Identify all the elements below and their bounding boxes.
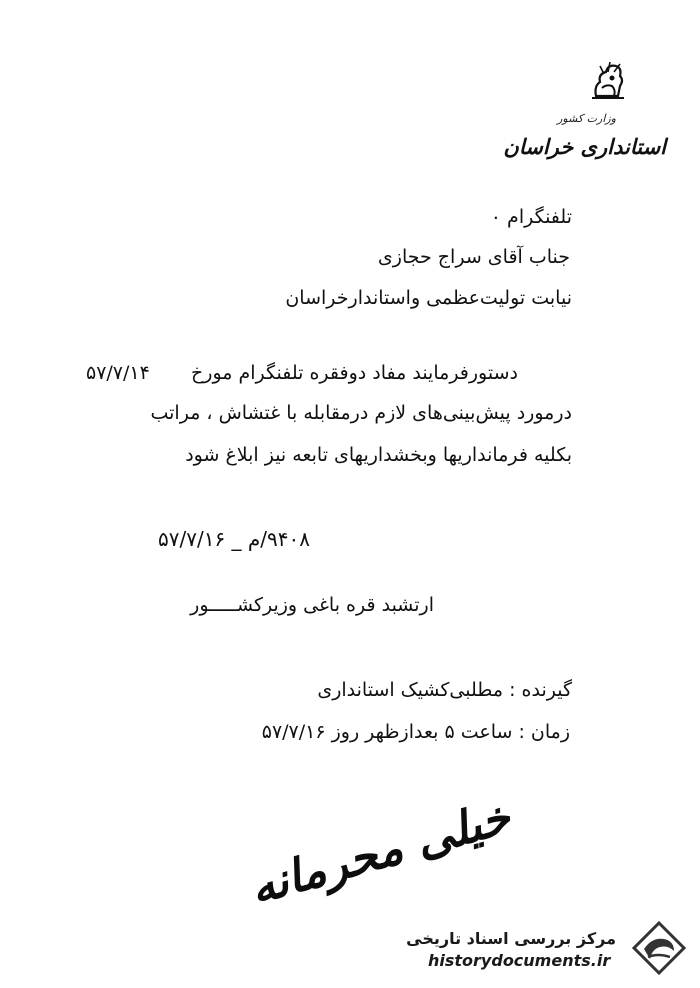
archive-logo-icon [630, 919, 688, 977]
time-line: زمان : ساعت ۵ بعدازظهر روز ۵۷/۷/۱۶ [261, 721, 570, 743]
addressee: جناب آقای سراج حجازی [377, 246, 570, 268]
watermark-title: مرکز بررسی اسناد تاریخی [406, 929, 616, 948]
watermark-url[interactable]: historydocuments.ir [428, 951, 611, 970]
lion-and-sun-emblem-icon [588, 56, 628, 104]
receiver-line: گیرنده : مطلبی‌کشیک استانداری [317, 679, 572, 701]
governorate-title: استانداری خراسان [503, 134, 666, 159]
body-line-1: دستورفرمایند مفاد دوفقره تلفنگرام مورخ [191, 362, 518, 384]
body-line-3: بکلیه فرمانداریها وبخشداریهای تابعه نیز ابلاغ شود [185, 444, 572, 466]
addressee-title: نیابت تولیت‌عظمی واستاندارخراسان [285, 287, 572, 309]
reference-number: ۹۴۰۸/م _ ۵۷/۷/۱۶ [158, 527, 310, 551]
ministry-label: وزارت کشور [557, 112, 616, 125]
handwritten-classification: خیلی محرمانه [244, 789, 517, 915]
telegram-label: تلفنگرام ۰ [490, 206, 572, 228]
signature-line: ارتشبد قره باغی وزیرکشـــــور [190, 594, 434, 616]
body-line-1-date: ۵۷/۷/۱۴ [86, 362, 150, 384]
body-line-2: درمورد پیش‌بینی‌های لازم درمقابله با غتشاش ، مراتب [150, 402, 572, 424]
